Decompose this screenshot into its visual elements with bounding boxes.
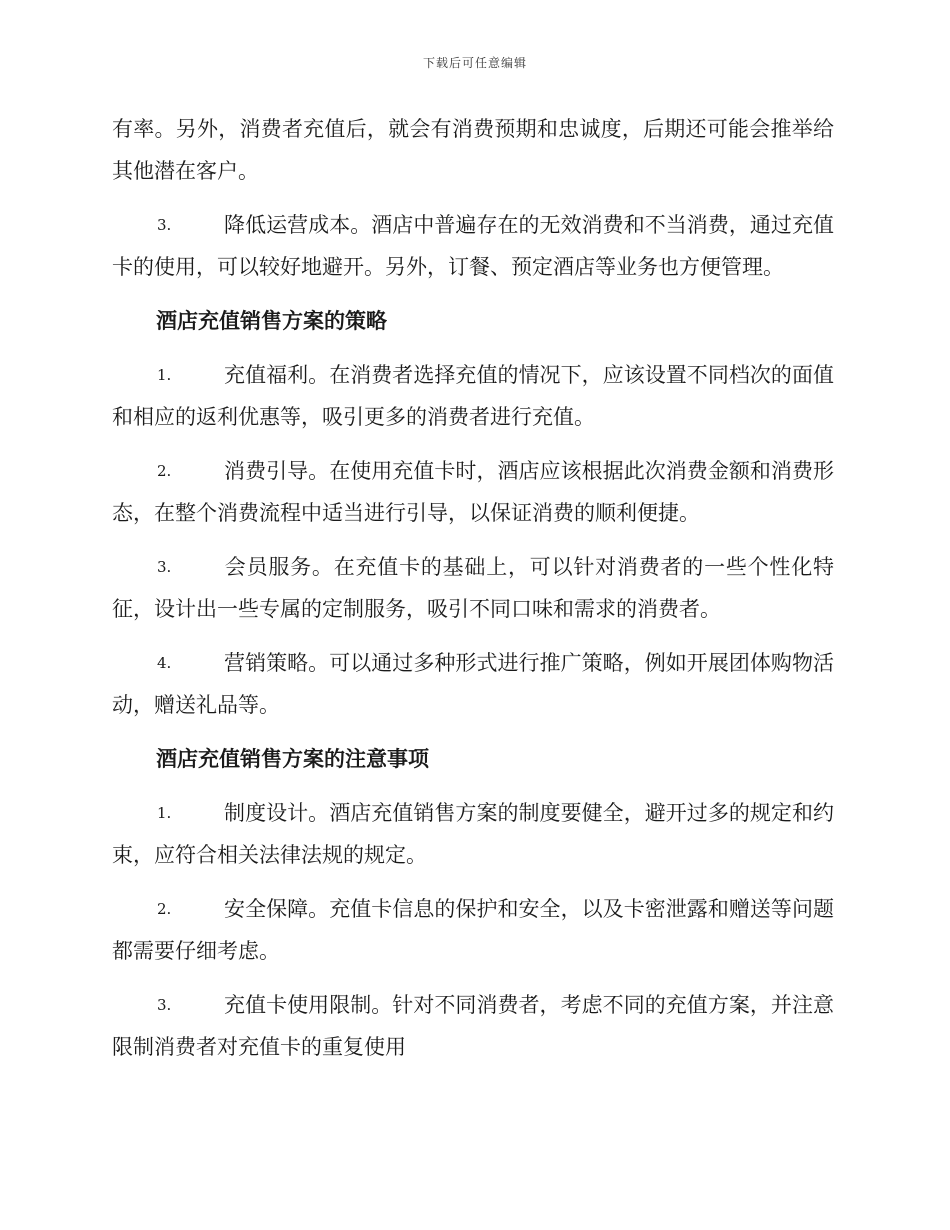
list-number: 3. — [157, 996, 172, 1014]
intro-continuation-paragraph: 有率。另外，消费者充值后，就会有消费预期和忠诚度，后期还可能会推举给其他潜在客户。 — [112, 117, 834, 183]
notes-item-3 — [112, 984, 834, 1068]
list-number: 2. — [157, 900, 172, 918]
page-header: 下载后可任意编辑 — [422, 56, 527, 70]
list-text: 充值福利。在消费者选择充值的情况下，应该设置不同档次的面值和相应的返利优惠等，吸引更多的消费者进行充值。 — [112, 363, 834, 429]
strategy-item-2 — [112, 450, 834, 534]
section-heading-strategy: 酒店充值销售方案的策略 — [156, 309, 387, 333]
list-number: 1. — [157, 804, 172, 822]
strategy-item-4 — [112, 642, 834, 726]
list-number: 1. — [157, 366, 172, 384]
list-text: 制度设计。酒店充值销售方案的制度要健全，避开过多的规定和约束，应符合相关法律法规的规定。 — [112, 801, 834, 867]
list-number: 2. — [157, 462, 172, 480]
list-text: 降低运营成本。酒店中普遍存在的无效消费和不当消费，通过充值卡的使用，可以较好地避开。另外，订餐、预定酒店等业务也方便管理。 — [112, 213, 834, 279]
list-text: 会员服务。在充值卡的基础上，可以针对消费者的一些个性化特征，设计出一些专属的定制服务，吸引不同口味和需求的消费者。 — [112, 555, 834, 621]
strategy-item-3 — [112, 546, 834, 630]
list-text: 安全保障。充值卡信息的保护和安全，以及卡密泄露和赠送等问题都需要仔细考虑。 — [112, 897, 834, 963]
notes-item-1 — [112, 792, 834, 876]
list-text: 消费引导。在使用充值卡时，酒店应该根据此次消费金额和消费形态，在整个消费流程中适当进行引导，以保证消费的顺利便捷。 — [112, 459, 834, 525]
notes-item-2 — [112, 888, 834, 972]
benefit-item-3 — [112, 204, 834, 288]
strategy-item-1 — [112, 354, 834, 438]
section-heading-notes: 酒店充值销售方案的注意事项 — [156, 747, 429, 771]
list-text: 营销策略。可以通过多种形式进行推广策略，例如开展团体购物活动，赠送礼品等。 — [112, 651, 834, 717]
list-number: 3. — [157, 216, 172, 234]
list-number: 3. — [157, 558, 172, 576]
list-number: 4. — [157, 654, 172, 672]
list-text: 充值卡使用限制。针对不同消费者，考虑不同的充值方案，并注意限制消费者对充值卡的重复使用 — [112, 993, 834, 1059]
document-body — [112, 108, 834, 1080]
